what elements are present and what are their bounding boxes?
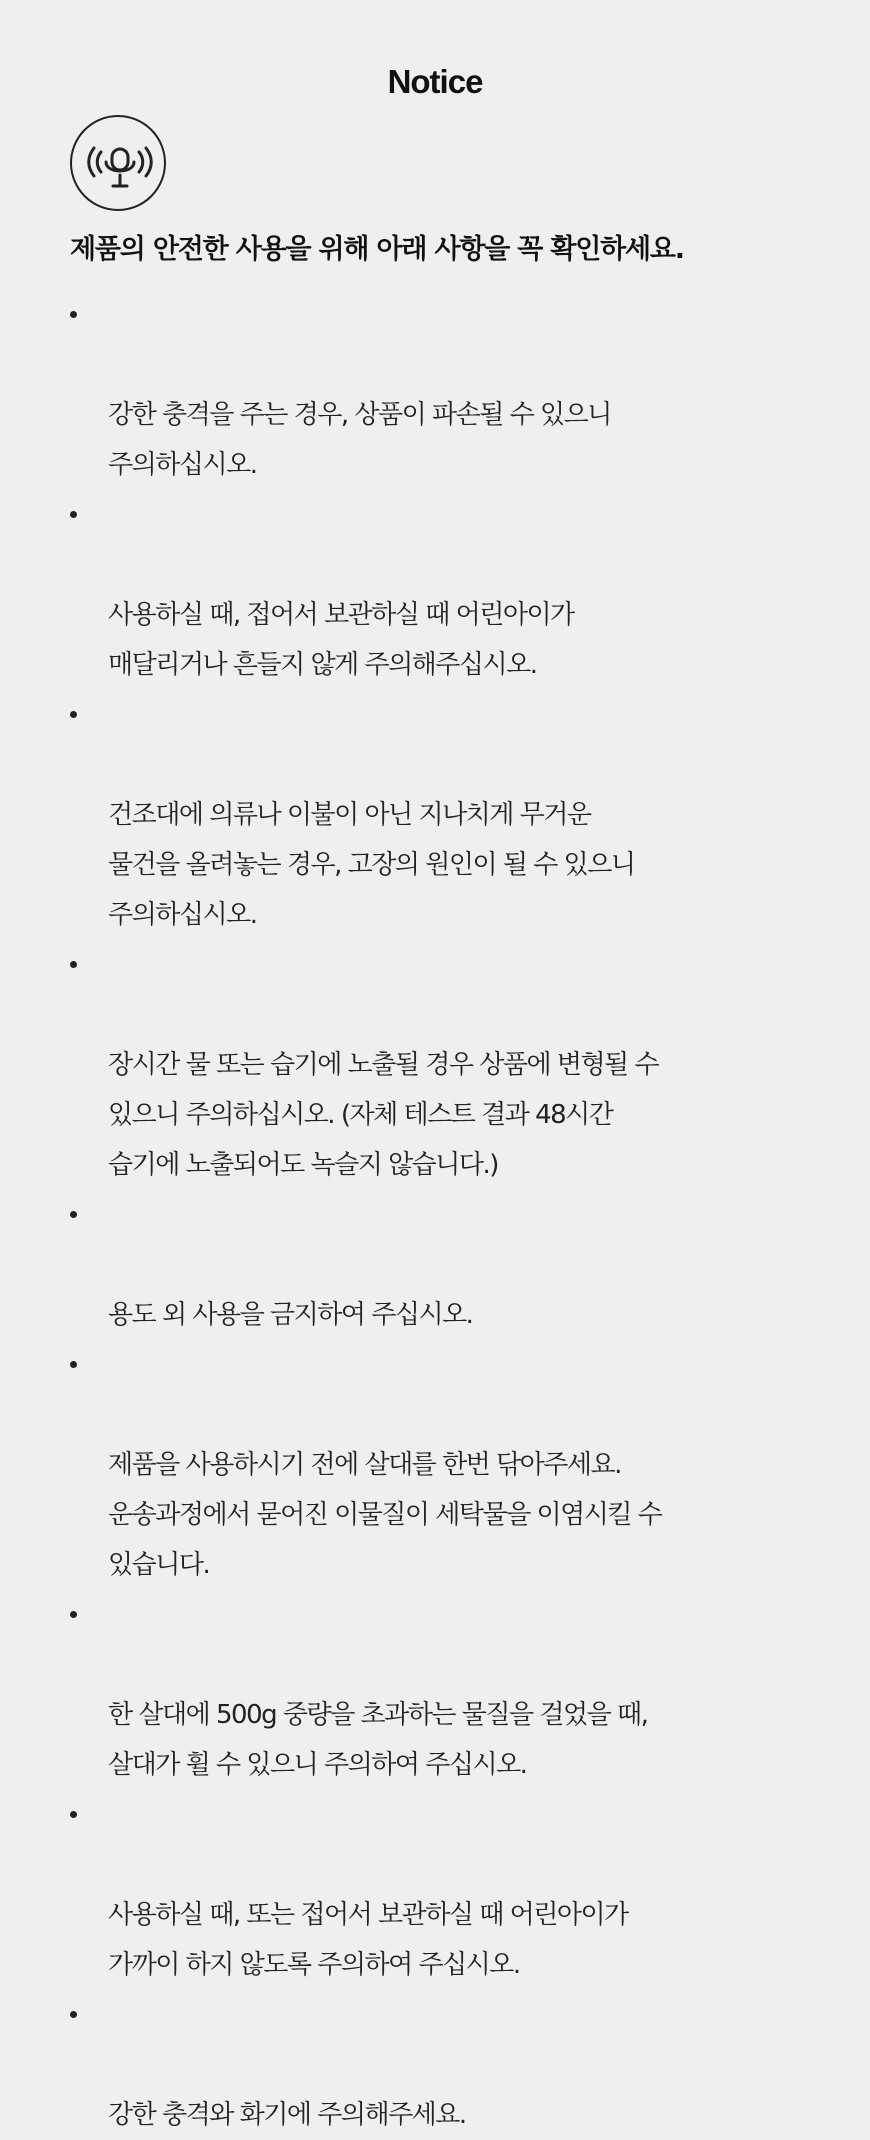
bullet-icon xyxy=(70,511,77,518)
bullet-icon xyxy=(70,1611,77,1618)
notice-item xyxy=(70,1190,830,1340)
notice-item xyxy=(70,1990,830,2140)
notice-item xyxy=(70,1590,830,1790)
notice-item-text: 강한 충격와 화기에 주의해주세요. xyxy=(108,2100,466,2130)
bullet-icon xyxy=(70,311,77,318)
notice-item xyxy=(70,1340,830,1590)
notice-item-text: 장시간 물 또는 습기에 노출될 경우 상품에 변형될 수 있으니 주의하십시오. (자체 테스트 결과 48시간 습기에 노출되어도 녹슬지 않습니다.) xyxy=(108,1050,659,1180)
bullet-icon xyxy=(70,711,77,718)
notice-item-text: 사용하실 때, 접어서 보관하실 때 어린아이가 매달리거나 흔들지 않게 주의해주십시오. xyxy=(108,600,574,680)
notice-item xyxy=(70,490,830,690)
notice-title: Notice xyxy=(387,63,483,100)
notice-item-text: 한 살대에 500g 중량을 초과하는 물질을 걸었을 때, 살대가 휠 수 있으니 주의하여 주십시오. xyxy=(108,1700,648,1780)
bullet-icon xyxy=(70,1211,77,1218)
notice-item-text: 강한 충격을 주는 경우, 상품이 파손될 수 있으니 주의하십시오. xyxy=(108,400,611,480)
notice-item xyxy=(70,1790,830,1990)
notice-item xyxy=(70,690,830,940)
notice-item xyxy=(70,940,830,1190)
notice-item-text: 사용하실 때, 또는 접어서 보관하실 때 어린아이가 가까이 하지 않도록 주의하여 주십시오. xyxy=(108,1900,628,1980)
notice-item xyxy=(70,290,830,490)
notice-item-text: 건조대에 의류나 이불이 아닌 지나치게 무거운 물건을 올려놓는 경우, 고장의 원인이 될 수 있으니 주의하십시오. xyxy=(108,800,635,930)
safety-notice-list xyxy=(70,290,830,2140)
safety-heading: 제품의 안전한 사용을 위해 아래 사항을 꼭 확인하세요. xyxy=(70,234,684,265)
bullet-icon xyxy=(70,2011,77,2018)
bullet-icon xyxy=(70,961,77,968)
bullet-icon xyxy=(70,1811,77,1818)
bullet-icon xyxy=(70,1361,77,1368)
notice-item-text: 용도 외 사용을 금지하여 주십시오. xyxy=(108,1300,473,1330)
microphone-broadcast-icon xyxy=(70,115,166,211)
notice-item-text: 제품을 사용하시기 전에 살대를 한번 닦아주세요. 운송과정에서 묻어진 이물질이 세탁물을 이염시킬 수 있습니다. xyxy=(108,1450,662,1580)
